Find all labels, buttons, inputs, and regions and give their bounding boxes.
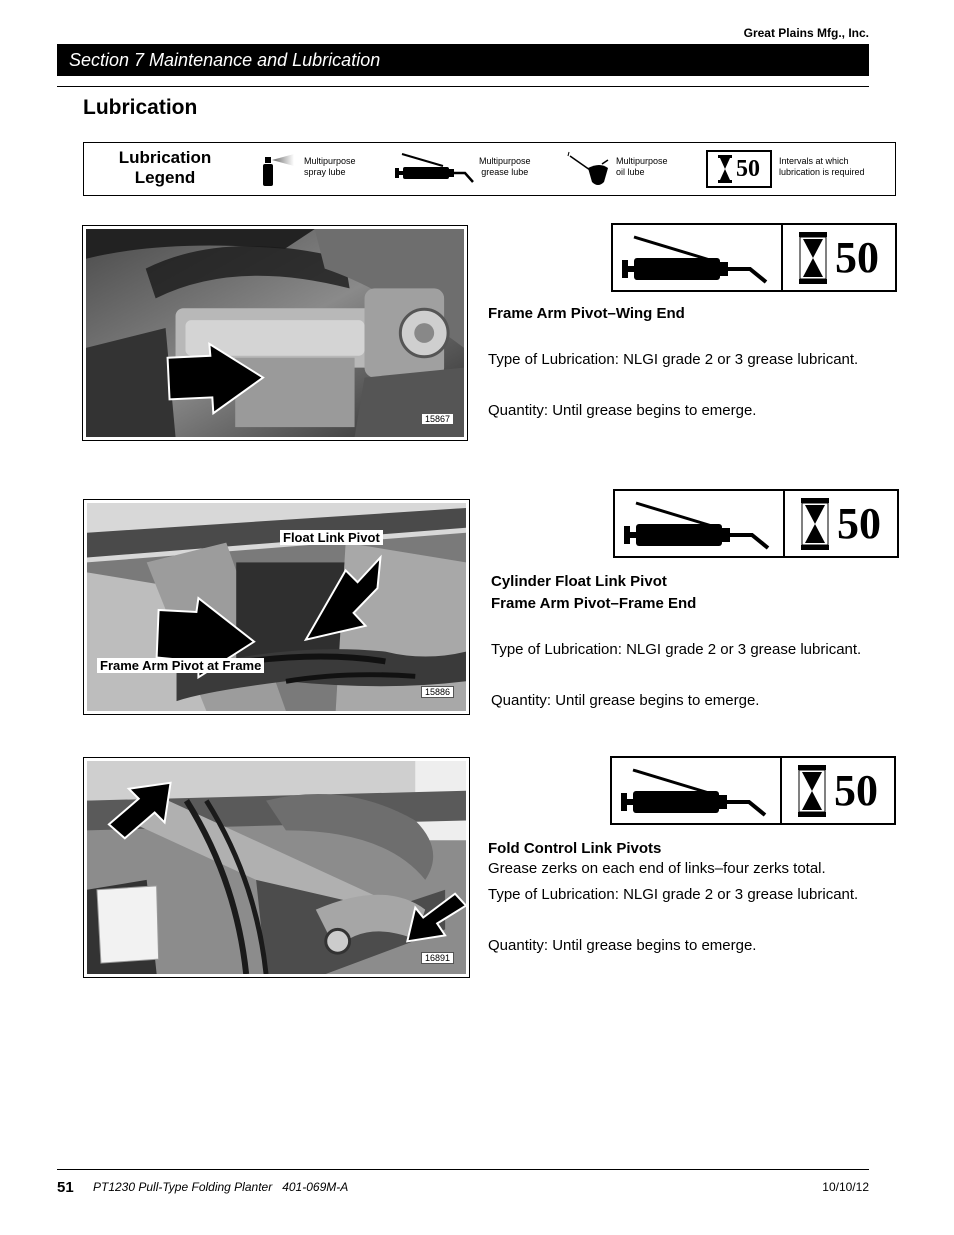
photo-float-link-pivot bbox=[83, 499, 470, 715]
photo-fold-control-link bbox=[83, 757, 470, 978]
item-heading: Cylinder Float Link Pivot bbox=[491, 573, 667, 590]
grease-gun-icon bbox=[621, 765, 771, 817]
page-title: Lubrication bbox=[83, 96, 198, 119]
lube-interval-box bbox=[611, 223, 897, 292]
hourglass-icon bbox=[718, 155, 732, 183]
interval-value: 50 bbox=[834, 765, 878, 815]
photo-number: 15867 bbox=[421, 413, 454, 425]
quantity-text: Quantity: Until grease begins to emerge. bbox=[488, 937, 757, 954]
oil-can-icon bbox=[566, 150, 610, 188]
quantity-text: Quantity: Until grease begins to emerge. bbox=[491, 692, 760, 709]
grease-gun-icon bbox=[622, 232, 772, 284]
interval-legend-badge bbox=[706, 150, 772, 188]
spray-can-icon bbox=[258, 152, 298, 188]
lube-interval-box bbox=[610, 756, 896, 825]
interval-value: 50 bbox=[837, 498, 881, 548]
photo-number: 16891 bbox=[421, 952, 454, 964]
item-heading: Fold Control Link Pivots bbox=[488, 840, 662, 857]
interval-legend-value: 50 bbox=[736, 156, 760, 182]
grease-gun-icon bbox=[624, 498, 774, 550]
hourglass-icon bbox=[801, 498, 829, 550]
interval-legend-label: Intervals at which lubrication is required bbox=[779, 156, 865, 177]
item-subtext: Grease zerks on each end of links–four zerks total. bbox=[488, 860, 826, 877]
callout-float-link-pivot: Float Link Pivot bbox=[280, 530, 383, 545]
document-title: PT1230 Pull-Type Folding Planter 401-069M-A bbox=[93, 1180, 349, 1194]
revision-date: 10/10/12 bbox=[822, 1180, 869, 1194]
spray-legend-label: Multipurpose spray lube bbox=[304, 156, 356, 177]
page-number: 51 bbox=[57, 1179, 74, 1196]
photo-frame-arm-wing-end bbox=[82, 225, 468, 441]
lubrication-type-text: Type of Lubrication: NLGI grade 2 or 3 grease lubricant. bbox=[488, 351, 859, 368]
oil-legend-label: Multipurpose oil lube bbox=[616, 156, 668, 177]
company-name: Great Plains Mfg., Inc. bbox=[743, 26, 869, 40]
header-rule bbox=[57, 86, 869, 87]
lubrication-type-text: Type of Lubrication: NLGI grade 2 or 3 grease lubricant. bbox=[488, 886, 859, 903]
callout-frame-arm-pivot: Frame Arm Pivot at Frame bbox=[97, 658, 264, 673]
quantity-text: Quantity: Until grease begins to emerge. bbox=[488, 402, 757, 419]
item-heading: Frame Arm Pivot–Wing End bbox=[488, 305, 685, 322]
legend-title: Lubrication Legend bbox=[118, 148, 212, 187]
grease-gun-icon bbox=[395, 152, 475, 184]
lube-interval-box bbox=[613, 489, 899, 558]
item-heading-secondary: Frame Arm Pivot–Frame End bbox=[491, 595, 697, 612]
interval-value: 50 bbox=[835, 232, 879, 282]
footer-rule bbox=[57, 1169, 869, 1170]
hourglass-icon bbox=[798, 765, 826, 817]
grease-legend-label: Multipurpose grease lube bbox=[479, 156, 531, 177]
section-title-bar: Section 7 Maintenance and Lubrication bbox=[57, 44, 869, 76]
hourglass-icon bbox=[799, 232, 827, 284]
photo-number: 15886 bbox=[421, 686, 454, 698]
lubrication-type-text: Type of Lubrication: NLGI grade 2 or 3 grease lubricant. bbox=[491, 641, 862, 658]
